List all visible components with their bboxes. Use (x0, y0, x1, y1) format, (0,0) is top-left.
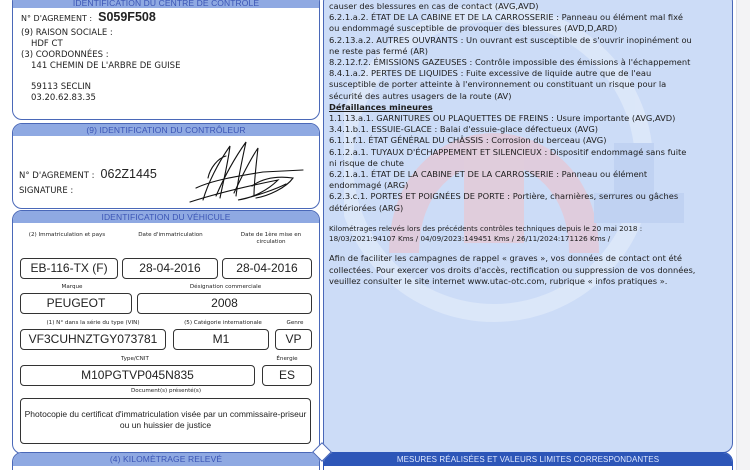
defect-line: ni risque de chute (329, 157, 404, 168)
defect-line: 6.2.1.a.1. ÉTAT DE LA CABINE ET DE LA CARROSSERIE : Panneau ou élément (329, 169, 648, 180)
type-cnit-value: M10PGTVP045N835 (20, 365, 255, 386)
date-immatriculation-label: Date d'immatriculation (138, 232, 203, 238)
vin-value: VF3CUHNZTGY073781 (20, 329, 166, 350)
signature-label: SIGNATURE : (19, 186, 74, 196)
defaillances-body (329, 0, 726, 287)
energie-label: Énergie (276, 356, 298, 362)
centre-controle-panel (12, 0, 320, 120)
categorie-value: M1 (173, 329, 269, 350)
controleur-header: (9) IDENTIFICATION DU CONTRÔLEUR (13, 124, 319, 136)
defect-line: 6.1.2.a.1. TUYAUX D'ÉCHAPPEMENT ET SILENCIEUX : Dispositif endommagé sans fuite (329, 146, 687, 157)
centre-controle-body (21, 12, 180, 104)
privacy-line-1: Afin de faciliter les campagnes de rappel « graves », vos données de contact ont été (329, 253, 682, 264)
defect-line: susceptible de porter atteinte à l'environnement ou constituant un risque pour la (329, 79, 667, 90)
defect-line: 8.2.12.f.2. ÉMISSIONS GAZEUSES : Contrôle impossible des émissions à l'échappement (329, 57, 691, 68)
defect-line: 6.2.3.c.1. PORTES ET POIGNÉES DE PORTE : Portière, charnières, serrures ou gâches (329, 191, 679, 202)
designation-label: Désignation commerciale (189, 284, 262, 290)
defect-line: détériorées (ARG) (329, 202, 404, 213)
defect-line: ne reste pas fermé (AR) (329, 45, 428, 56)
marque-value: PEUGEOT (20, 293, 132, 314)
date-immatriculation-value: 28-04-2016 (122, 258, 218, 279)
defect-line: 3.4.1.b.1. ESSUIE-GLACE : Balai d'essuie-glace défectueux (AVG) (329, 124, 599, 135)
raison-sociale-label: (9) RAISON SOCIALE : (21, 28, 113, 38)
genre-label: Genre (286, 320, 304, 326)
privacy-line-2: collectées. Pour exercer vos droits d'accès, rectification ou suppression de vos données, (329, 264, 696, 275)
immatriculation-label: (2) Immatriculation et pays (28, 232, 106, 238)
defect-line: endommagé (ARG) (329, 180, 409, 191)
address-line-1: 141 CHEMIN DE L'ARBRE DE GUISE (31, 61, 181, 71)
coordonnees-label: (3) COORDONNÉES : (21, 50, 109, 60)
designation-value: 2008 (137, 293, 312, 314)
mesures-panel (323, 452, 733, 470)
defaillances-panel (323, 0, 733, 453)
defect-line: 8.4.1.a.2. PERTES DE LIQUIDES : Fuite excessive de liquide autre que de l'eau (329, 68, 652, 79)
defect-line: 6.2.13.a.2. AUTRES OUVRANTS : Un ouvrant est susceptible de s'ouvrir inopinément ou (329, 34, 692, 45)
defect-line: 6.2.1.a.2. ÉTAT DE LA CABINE ET DE LA CARROSSERIE : Panneau ou élément mal fixé (329, 12, 683, 23)
controleur-agrement-label: N° D'AGREMENT : (19, 171, 95, 181)
genre-value: VP (275, 329, 312, 350)
km-history-line-1: Kilométrages relevés lors des précédents contrôles techniques depuis le 20 mai 2018 : (329, 223, 643, 233)
kilometrage-header: (4) KILOMÈTRAGE RELEVÉ (13, 453, 319, 466)
centre-controle-header: IDENTIFICATION DU CENTRE DE CONTROLE (13, 0, 319, 8)
centre-agrement-value: S059F508 (98, 10, 156, 24)
date-circulation-label: Date de 1ère mise en circulation (240, 232, 302, 245)
categorie-label: (5) Catégorie internationale (184, 320, 262, 326)
vehicule-header: IDENTIFICATION DU VÉHICULE (13, 211, 319, 223)
immatriculation-value: EB-116-TX (F) (20, 258, 118, 279)
controleur-panel (12, 123, 320, 209)
defect-line: sécurité des autres usagers de la route (AV) (329, 90, 512, 101)
mineures-heading: Défaillances mineures (329, 101, 433, 112)
phone-number: 03.20.62.83.35 (31, 93, 96, 103)
kilometrage-panel (12, 452, 320, 470)
documents-label: Document(s) présenté(s) (130, 388, 202, 394)
energie-value: ES (262, 365, 312, 386)
defect-line: causer des blessures en cas de contact (AVG,AVD) (329, 1, 539, 11)
defect-line: ou endommagé susceptible de provoquer des blessures (AVD,D,ARD) (329, 23, 618, 34)
date-circulation-value: 28-04-2016 (222, 258, 312, 279)
vin-label: (1) N° dans la série du type (VIN) (46, 320, 140, 326)
address-line-2: 59113 SECLIN (31, 82, 92, 92)
type-cnit-label: Type/CNIT (121, 356, 149, 362)
signature-icon (168, 138, 308, 208)
centre-agrement-label: N° D'AGREMENT : (21, 14, 93, 23)
raison-sociale-value: HDF CT (31, 39, 63, 49)
defect-line: 6.1.1.f.1. ÉTAT GÉNÉRAL DU CHÂSSIS : Corrosion du berceau (AVG) (329, 135, 607, 146)
km-history-line-2: 18/03/2021:94107 Kms / 04/09/2023:149451 Kms / 26/11/2024:171126 Kms / (329, 233, 611, 243)
vehicule-panel (12, 210, 320, 454)
privacy-line-3: veuillez consulter le site internet www.utac-otc.com, rubrique « infos pratiques ». (329, 275, 668, 286)
marque-label: Marque (61, 284, 83, 290)
mesures-header: MESURES RÉALISÉES ET VALEURS LIMITES CORRESPONDANTES (324, 453, 732, 466)
page-gutter (736, 0, 750, 470)
defect-line: 1.1.13.a.1. GARNITURES OU PLAQUETTES DE FREINS : Usure importante (AVG,AVD) (329, 113, 676, 124)
documents-presentes: Photocopie du certificat d'immatriculation visée par un commissaire-priseur ou un huissier de justice (20, 398, 311, 444)
controleur-agrement-value: 062Z1445 (100, 167, 157, 181)
